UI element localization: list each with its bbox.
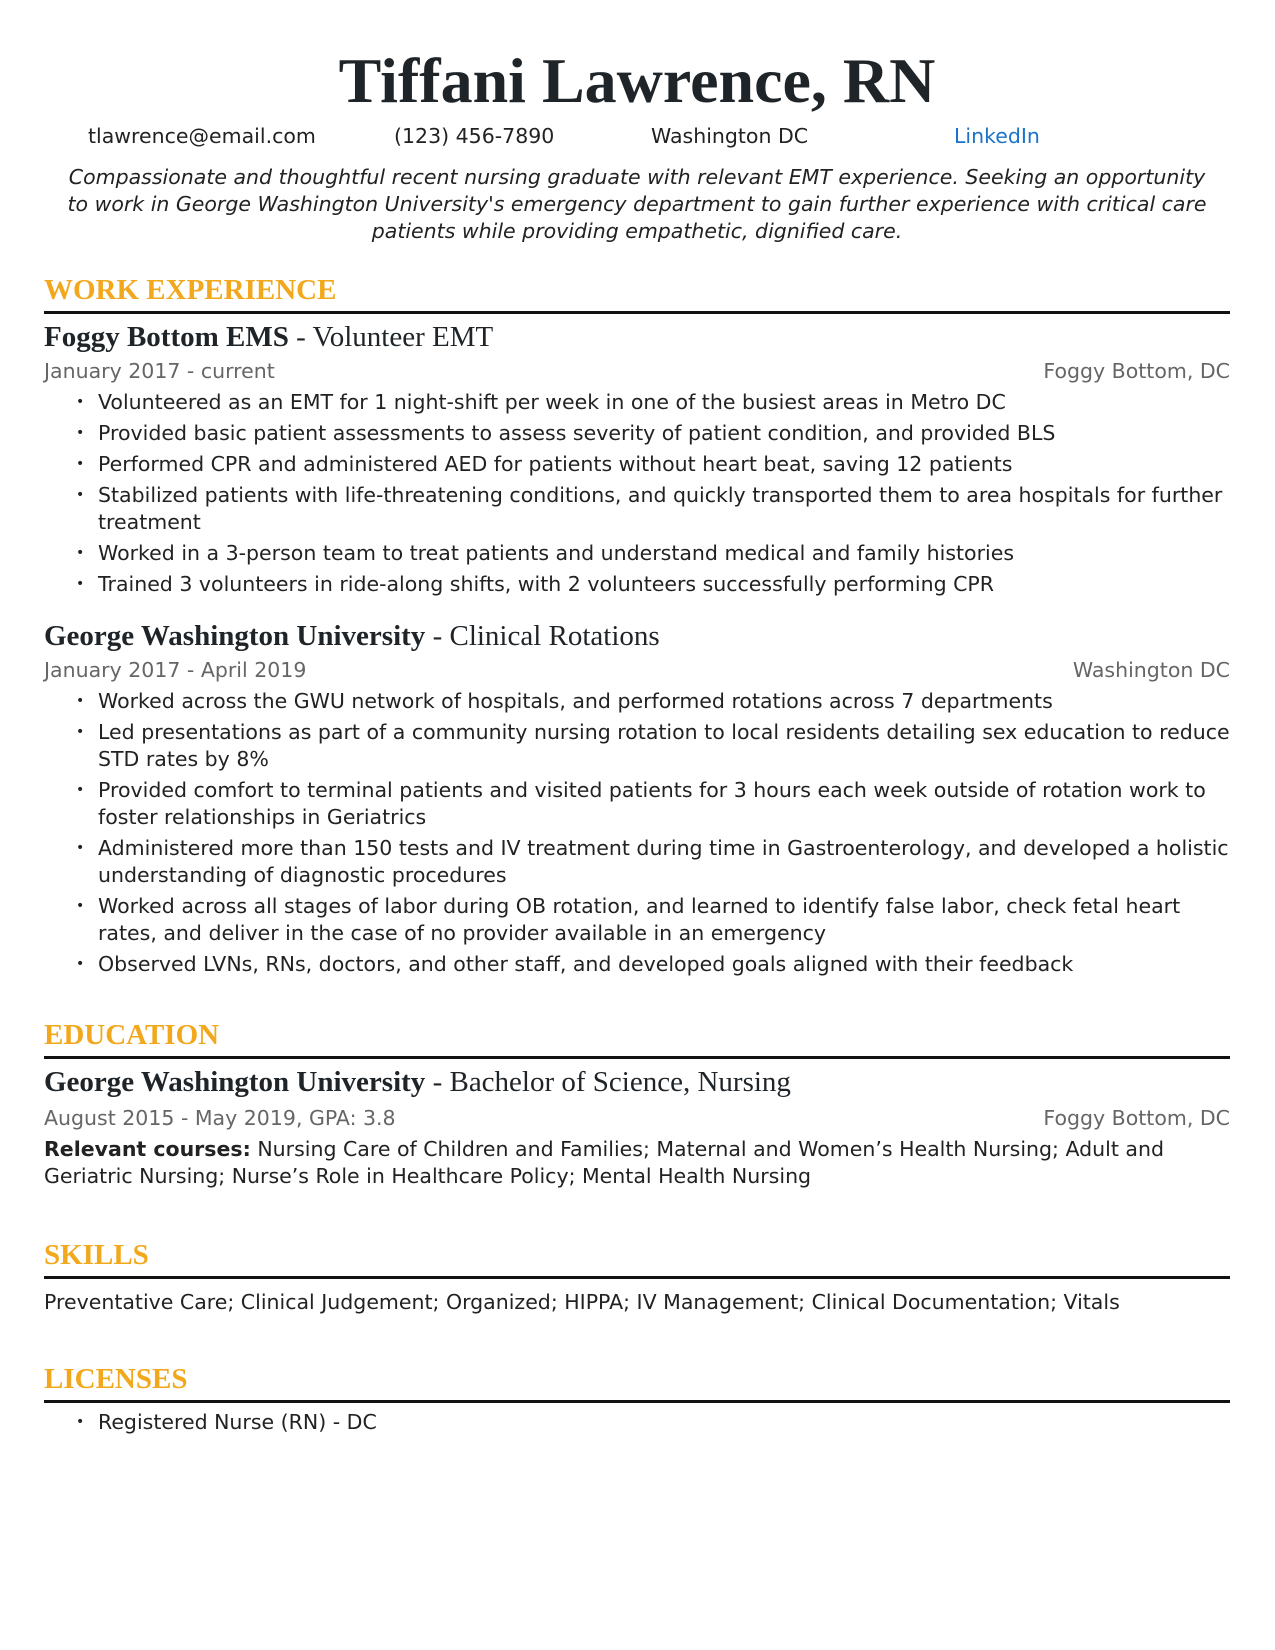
skills-text: Preventative Care; Clinical Judgement; Organized; HIPPA; IV Management; Clinical Documentation; Vitals xyxy=(44,1290,1120,1314)
relevant-courses xyxy=(44,1136,1230,1190)
contact-row xyxy=(44,124,1230,152)
linkedin-link[interactable]: LinkedIn xyxy=(954,124,1040,148)
role: - Volunteer EMT xyxy=(296,321,494,353)
bullet-item: • Administered more than 150 tests and IV treatment during time in Gastroenterology, and developed a holistic understanding of diagnostic procedures xyxy=(76,835,1230,889)
job-bullets xyxy=(76,688,1230,978)
section-heading-education: EDUCATION xyxy=(44,1018,1230,1059)
bullet-item: • Worked across the GWU network of hospitals, and performed rotations across 7 departments xyxy=(76,688,1230,715)
degree: - Bachelor of Science, Nursing xyxy=(432,1066,791,1098)
bullet-item: • Worked across all stages of labor during OB rotation, and learned to identify false labor, check fetal heart rates, and deliver in the case of no provider available in an emergency xyxy=(76,893,1230,947)
bullet-item: • Performed CPR and administered AED for patients without heart beat, saving 12 patients xyxy=(76,451,1230,478)
edu-dates: August 2015 - May 2019 xyxy=(44,1106,296,1130)
job-meta xyxy=(44,357,1230,385)
courses-list: Nursing Care of Children and Families; Maternal and Women’s Health Nursing; Adult and Geriatric Nursing; Nurse’s Role in Healthcare Policy; Mental Health Nursing xyxy=(44,1137,1164,1188)
school: George Washington University xyxy=(44,1066,426,1098)
section-heading-work: WORK EXPERIENCE xyxy=(44,273,1230,314)
summary: Compassionate and thoughtful recent nursing graduate with relevant EMT experience. Seeking an opportunity to work in George Washington University's emergency department to gain further experience with critical care patients while providing empathetic, dignified care. xyxy=(67,165,1207,243)
organization: George Washington University xyxy=(44,620,426,652)
edu-location: Foggy Bottom, DC xyxy=(1043,1106,1230,1130)
job-meta xyxy=(44,656,1230,684)
bullet-item: • Observed LVNs, RNs, doctors, and other staff, and developed goals aligned with their feedback xyxy=(76,951,1230,978)
candidate-name: Tiffani Lawrence, RN xyxy=(338,45,936,116)
job-location: Washington DC xyxy=(1072,658,1230,682)
resume xyxy=(44,0,1230,1436)
job-bullets xyxy=(76,389,1230,598)
job-dates: January 2017 - current xyxy=(44,359,275,383)
section-heading-licenses: LICENSES xyxy=(44,1362,1230,1403)
job-title xyxy=(44,319,1230,355)
job-title xyxy=(44,618,1230,654)
bullet-item: • Worked in a 3-person team to treat patients and understand medical and family histories xyxy=(76,540,1230,567)
bullet-item: • Stabilized patients with life-threatening conditions, and quickly transported them to area hospitals for further treatment xyxy=(76,482,1230,536)
bullet-item: • Provided basic patient assessments to assess severity of patient condition, and provided BLS xyxy=(76,420,1230,447)
email[interactable]: tlawrence@email.com xyxy=(88,124,316,148)
licenses-list xyxy=(76,1409,1230,1436)
job-location: Foggy Bottom, DC xyxy=(1043,359,1230,383)
bullet-item: • Volunteered as an EMT for 1 night-shift per week in one of the busiest areas in Metro DC xyxy=(76,389,1230,416)
bullet-item: • Trained 3 volunteers in ride-along shifts, with 2 volunteers successfully performing CPR xyxy=(76,571,1230,598)
bullet-item: • Provided comfort to terminal patients and visited patients for 3 hours each week outside of rotation work to foster relationships in Geriatrics xyxy=(76,777,1230,831)
education-meta xyxy=(44,1104,1230,1132)
location: Washington DC xyxy=(651,124,809,148)
education-entry-title xyxy=(44,1064,1230,1100)
license-item: • Registered Nurse (RN) - DC xyxy=(76,1409,1230,1436)
role: - Clinical Rotations xyxy=(432,620,660,652)
courses-label: Relevant courses: xyxy=(44,1137,251,1161)
job-entry xyxy=(44,618,1230,978)
organization: Foggy Bottom EMS xyxy=(44,321,289,353)
job-entry xyxy=(44,319,1230,598)
bullet-item: • Led presentations as part of a community nursing rotation to local residents detailing sex education to reduce STD rates by 8% xyxy=(76,719,1230,773)
job-dates: January 2017 - April 2019 xyxy=(44,658,307,682)
gpa: , GPA: 3.8 xyxy=(295,1106,396,1130)
phone: (123) 456-7890 xyxy=(394,124,555,148)
section-heading-skills: SKILLS xyxy=(44,1238,1230,1279)
